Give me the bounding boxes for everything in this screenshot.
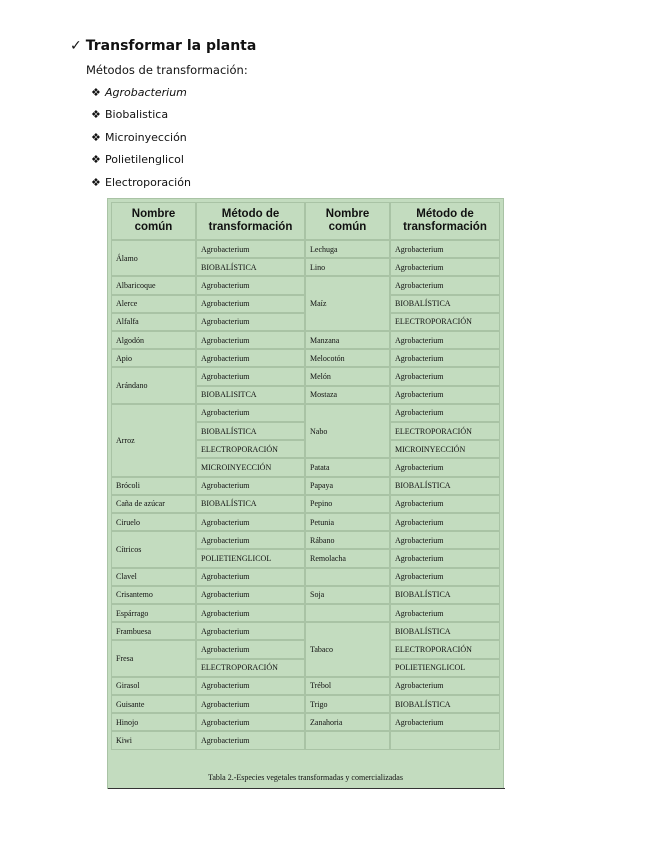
method-cell: Agrobacterium: [390, 258, 500, 276]
method-cell: Agrobacterium: [390, 531, 500, 549]
method-cell: Agrobacterium: [390, 495, 500, 513]
common-name-cell: Kiwi: [111, 731, 196, 749]
method-cell: Agrobacterium: [196, 695, 305, 713]
method-cell: Agrobacterium: [390, 349, 500, 367]
common-name-cell: Mostaza: [305, 386, 390, 404]
common-name-cell: Nabo: [305, 404, 390, 459]
diamond-bullet-icon: ❖: [91, 175, 101, 189]
method-cell: Agrobacterium: [196, 349, 305, 367]
common-name-cell: Alerce: [111, 295, 196, 313]
common-name-cell: Petunia: [305, 513, 390, 531]
common-name-cell: Arándano: [111, 367, 196, 403]
method-cell: ELECTROPORACIÓN: [390, 640, 500, 658]
table-caption: Tabla 2.-Especies vegetales transformadas y comercializadas: [208, 773, 403, 782]
common-name-cell: [305, 731, 390, 749]
common-name-cell: Cítricos: [111, 531, 196, 567]
common-name-cell: Clavel: [111, 568, 196, 586]
common-name-cell: Guisante: [111, 695, 196, 713]
diamond-bullet-icon: ❖: [91, 108, 101, 122]
list-item-text: Microinyección: [105, 130, 187, 144]
list-item: [91, 131, 191, 153]
common-name-cell: [305, 604, 390, 622]
header-method-left: Método de transformación: [196, 202, 305, 240]
method-cell: Agrobacterium: [196, 731, 305, 749]
species-table-figure: [107, 198, 504, 789]
header-common-name-left: Nombre común: [111, 202, 196, 240]
method-cell: Agrobacterium: [196, 568, 305, 586]
common-name-cell: Caña de azúcar: [111, 495, 196, 513]
method-cell: Agrobacterium: [390, 568, 500, 586]
diamond-bullet-icon: ❖: [91, 153, 101, 167]
common-name-cell: Rábano: [305, 531, 390, 549]
method-cell: Agrobacterium: [196, 713, 305, 731]
method-cell: Agrobacterium: [390, 604, 500, 622]
common-name-cell: Espárrago: [111, 604, 196, 622]
section-heading: [70, 38, 256, 54]
list-item-text: Biobalistica: [105, 108, 169, 122]
list-item-text: Agrobacterium: [105, 86, 187, 99]
method-cell: Agrobacterium: [196, 677, 305, 695]
common-name-cell: Remolacha: [305, 549, 390, 567]
method-cell: BIOBALÍSTICA: [390, 477, 500, 495]
list-item-text: Electroporación: [105, 175, 191, 189]
method-cell: BIOBALÍSTICA: [196, 258, 305, 276]
method-cell: Agrobacterium: [196, 531, 305, 549]
common-name-cell: Trébol: [305, 677, 390, 695]
common-name-cell: Algodón: [111, 331, 196, 349]
method-cell: Agrobacterium: [390, 386, 500, 404]
method-cell: MICROINYECCIÓN: [390, 440, 500, 458]
common-name-cell: Pepino: [305, 495, 390, 513]
method-cell: Agrobacterium: [390, 240, 500, 258]
method-cell: POLIETIENGLICOL: [196, 549, 305, 567]
method-cell: Agrobacterium: [390, 677, 500, 695]
method-cell: Agrobacterium: [390, 513, 500, 531]
method-cell: Agrobacterium: [196, 276, 305, 294]
common-name-cell: Manzana: [305, 331, 390, 349]
method-cell: Agrobacterium: [390, 331, 500, 349]
common-name-cell: Trigo: [305, 695, 390, 713]
list-item: [91, 108, 191, 130]
common-name-cell: Frambuesa: [111, 622, 196, 640]
method-cell: Agrobacterium: [196, 604, 305, 622]
common-name-cell: Hinojo: [111, 713, 196, 731]
method-cell: BIOBALÍSTICA: [196, 495, 305, 513]
common-name-cell: Lino: [305, 258, 390, 276]
method-cell: Agrobacterium: [196, 622, 305, 640]
method-cell: BIOBALÍSTICA: [390, 295, 500, 313]
method-cell: BIOBALÍSTICA: [390, 586, 500, 604]
checkmark-icon: ✓: [70, 38, 82, 54]
method-cell: Agrobacterium: [196, 477, 305, 495]
common-name-cell: Apio: [111, 349, 196, 367]
method-cell: Agrobacterium: [196, 586, 305, 604]
method-cell: Agrobacterium: [390, 713, 500, 731]
common-name-cell: Melocotón: [305, 349, 390, 367]
common-name-cell: Fresa: [111, 640, 196, 676]
common-name-cell: [305, 568, 390, 586]
method-cell: Agrobacterium: [196, 640, 305, 658]
method-cell: ELECTROPORACIÓN: [390, 422, 500, 440]
section-title: Transformar la planta: [85, 38, 257, 54]
method-cell: BIOBALÍSTICA: [196, 422, 305, 440]
header-method-right: Método de transformación: [390, 202, 500, 240]
common-name-cell: Lechuga: [305, 240, 390, 258]
method-cell: Agrobacterium: [390, 276, 500, 294]
method-cell: ELECTROPORACIÓN: [196, 659, 305, 677]
method-cell: Agrobacterium: [390, 458, 500, 476]
method-cell: POLIETIENGLICOL: [390, 659, 500, 677]
common-name-cell: Papaya: [305, 477, 390, 495]
common-name-cell: Tabaco: [305, 622, 390, 677]
diamond-bullet-icon: ❖: [91, 130, 101, 144]
method-cell: Agrobacterium: [390, 367, 500, 385]
common-name-cell: Zanahoria: [305, 713, 390, 731]
common-name-cell: Girasol: [111, 677, 196, 695]
method-cell: ELECTROPORACIÓN: [196, 440, 305, 458]
list-item: [91, 86, 191, 108]
methods-list: [91, 86, 191, 198]
common-name-cell: Albaricoque: [111, 276, 196, 294]
common-name-cell: Ciruelo: [111, 513, 196, 531]
method-cell: Agrobacterium: [390, 404, 500, 422]
common-name-cell: Brócoli: [111, 477, 196, 495]
method-cell: Agrobacterium: [196, 367, 305, 385]
common-name-cell: Arroz: [111, 404, 196, 477]
method-cell: Agrobacterium: [196, 240, 305, 258]
method-cell: Agrobacterium: [390, 549, 500, 567]
common-name-cell: Crisantemo: [111, 586, 196, 604]
list-item: [91, 153, 191, 175]
method-cell: Agrobacterium: [196, 331, 305, 349]
common-name-cell: Melón: [305, 367, 390, 385]
method-cell: Agrobacterium: [196, 513, 305, 531]
method-cell: ELECTROPORACIÓN: [390, 313, 500, 331]
method-cell: Agrobacterium: [196, 313, 305, 331]
list-item: [91, 176, 191, 198]
diamond-bullet-icon: ❖: [91, 86, 101, 99]
figure-bottom-rule: [108, 788, 505, 789]
methods-subheading: Métodos de transformación:: [86, 63, 248, 77]
method-cell: MICROINYECCIÓN: [196, 458, 305, 476]
list-item-text: Polietilenglicol: [105, 153, 184, 167]
method-cell: BIOBALISITCA: [196, 386, 305, 404]
method-cell: [390, 731, 500, 749]
method-cell: BIOBALÍSTICA: [390, 622, 500, 640]
common-name-cell: Álamo: [111, 240, 196, 276]
species-table: [111, 202, 500, 764]
method-cell: Agrobacterium: [196, 295, 305, 313]
common-name-cell: Maíz: [305, 276, 390, 331]
method-cell: Agrobacterium: [196, 404, 305, 422]
common-name-cell: Alfalfa: [111, 313, 196, 331]
common-name-cell: Patata: [305, 458, 390, 476]
common-name-cell: Soja: [305, 586, 390, 604]
method-cell: BIOBALÍSTICA: [390, 695, 500, 713]
header-common-name-right: Nombre común: [305, 202, 390, 240]
